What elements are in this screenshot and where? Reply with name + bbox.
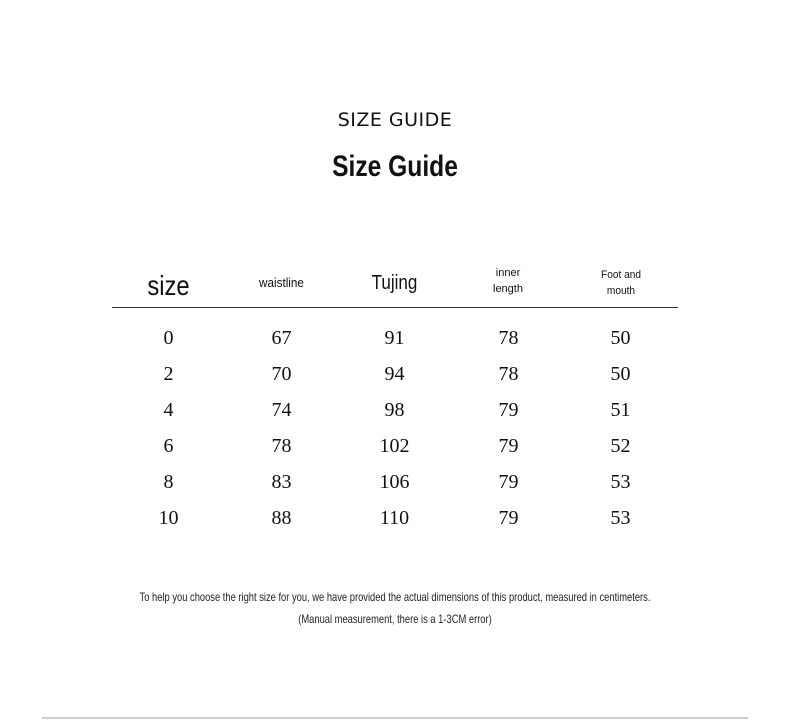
cell-size: 4: [163, 399, 174, 421]
cell-waistline: 83: [271, 471, 292, 493]
cell-foot-and-mouth: 52: [610, 435, 631, 457]
column-header-foot-and-mouth: [569, 267, 674, 299]
size-table-body: [112, 322, 678, 538]
cell-foot-and-mouth: 51: [610, 399, 631, 421]
column-header-inner-line2: length: [493, 283, 523, 295]
cell-size: 2: [163, 363, 174, 385]
cell-waistline: 88: [271, 507, 292, 529]
cell-waistline: 78: [271, 435, 292, 457]
cell-tujing: 110: [379, 507, 410, 529]
measurement-error-note: (Manual measurement, there is a 1-3CM error): [298, 612, 492, 626]
cell-inner-length: 79: [498, 399, 519, 421]
table-row: [112, 466, 678, 502]
column-header-waistline: waistline: [259, 275, 304, 290]
cell-tujing: 98: [384, 399, 405, 421]
cell-tujing: 102: [379, 435, 410, 457]
header-divider: [112, 307, 678, 308]
cell-foot-and-mouth: 53: [610, 471, 631, 493]
table-row: [112, 502, 678, 538]
size-guide-title: Size Guide: [332, 150, 458, 183]
cell-size: 10: [158, 507, 179, 529]
column-header-foot-line1: Foot and: [601, 269, 641, 281]
cell-waistline: 70: [271, 363, 292, 385]
bottom-divider: [42, 717, 748, 719]
cell-inner-length: 78: [498, 363, 519, 385]
table-row: [112, 322, 678, 358]
table-row: [112, 358, 678, 394]
cell-waistline: 67: [271, 327, 292, 349]
cell-size: 6: [163, 435, 174, 457]
column-header-inner-length: [452, 265, 564, 297]
cell-tujing: 106: [379, 471, 410, 493]
column-header-inner-line1: inner: [495, 267, 521, 279]
table-row: [112, 394, 678, 430]
size-guide-heading: SIZE GUIDE: [337, 109, 453, 131]
cell-foot-and-mouth: 53: [610, 507, 631, 529]
cell-inner-length: 78: [498, 327, 519, 349]
cell-tujing: 94: [384, 363, 405, 385]
cell-foot-and-mouth: 50: [610, 327, 631, 349]
column-header-tujing: Tujing: [371, 272, 418, 294]
cell-foot-and-mouth: 50: [610, 363, 631, 385]
cell-inner-length: 79: [498, 507, 519, 529]
cell-size: 8: [163, 471, 174, 493]
cell-waistline: 74: [271, 399, 292, 421]
column-header-foot-line2: mouth: [606, 285, 636, 297]
table-row: [112, 430, 678, 466]
cell-inner-length: 79: [498, 471, 519, 493]
cell-tujing: 91: [384, 327, 405, 349]
table-header: [112, 258, 678, 306]
cell-inner-length: 79: [498, 435, 519, 457]
cell-size: 0: [163, 327, 174, 349]
column-header-size: size: [147, 270, 190, 301]
measurement-note: To help you choose the right size for you, we have provided the actual dimensions of this product, measured in centimeters.: [139, 590, 651, 604]
